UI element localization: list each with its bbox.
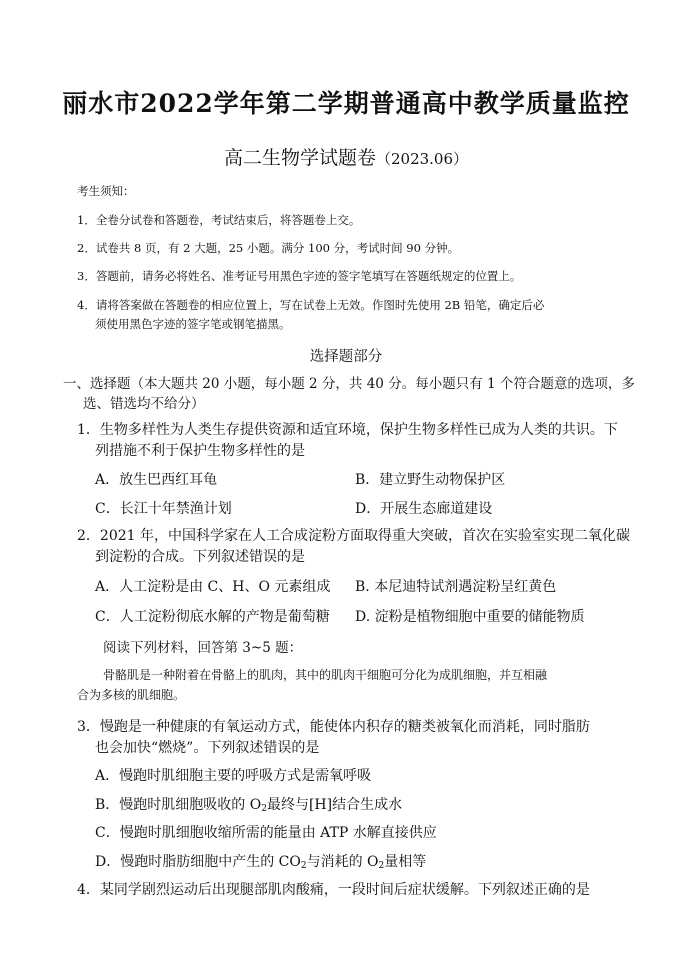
question-2-option-d: D. 淀粉是植物细胞中重要的储能物质 bbox=[355, 609, 585, 625]
notice-item-3: 3．答题前，请务必将姓名、准考证号用黑色字迹的签字笔填写在答题纸规定的位置上。 bbox=[77, 269, 522, 283]
subject-title: 高二生物学试题卷 bbox=[223, 147, 376, 169]
question-1-option-d: D．开展生态廊道建设 bbox=[355, 501, 493, 517]
question-3-stem-cont: 也会加快“燃烧”。下列叙述错误的是 bbox=[95, 740, 320, 756]
subscript: 2 bbox=[378, 861, 385, 871]
question-3-stem: 3．慢跑是一种健康的有氧运动方式，能使体内积存的糖类被氧化而消耗，同时脂肪 bbox=[77, 719, 590, 735]
section-intro-cont: 选、错选均不给分） bbox=[83, 396, 205, 412]
question-1-option-b: B．建立野生动物保护区 bbox=[355, 472, 506, 488]
exam-date: （2023.06） bbox=[375, 150, 469, 168]
reading-material: 骨骼肌是一种附着在骨骼上的肌肉，其中的肌肉干细胞可分化为成肌细胞，并互相融 bbox=[103, 668, 548, 682]
notice-item-2: 2．试卷共 8 页，有 2 大题，25 小题。满分 100 分，考试时间 90 分钟。 bbox=[77, 241, 460, 255]
option-b-text: B．慢跑时肌细胞吸收的 O bbox=[95, 797, 262, 813]
question-1-option-c: C．长江十年禁渔计划 bbox=[95, 501, 232, 517]
question-3-option-a: A．慢跑时肌细胞主要的呼吸方式是需氧呼吸 bbox=[95, 768, 372, 784]
question-2-stem-cont: 到淀粉的合成。下列叙述错误的是 bbox=[95, 549, 305, 565]
question-2-option-b: B. 本尼迪特试剂遇淀粉呈红黄色 bbox=[355, 579, 557, 595]
exam-title: 丽水市2022学年第二学期普通高中教学质量监控 bbox=[62, 89, 630, 118]
question-3-option-c: C．慢跑时肌细胞收缩所需的能量由 ATP 水解直接供应 bbox=[95, 825, 437, 841]
question-1-stem: 1．生物多样性为人类生存提供资源和适宜环境，保护生物多样性已成为人类的共识。下 bbox=[77, 422, 618, 438]
notice-heading: 考生须知： bbox=[77, 184, 135, 198]
question-2-option-c: C．人工淀粉彻底水解的产物是葡萄糖 bbox=[95, 609, 330, 625]
exam-subtitle bbox=[0, 143, 692, 170]
question-1-stem-cont: 列措施不利于保护生物多样性的是 bbox=[95, 443, 305, 459]
option-d-text-mid: 与消耗的 O bbox=[306, 854, 379, 870]
reading-material-cont: 合为多核的肌细胞。 bbox=[77, 688, 186, 702]
question-1-option-a: A．放生巴西红耳龟 bbox=[95, 472, 218, 488]
notice-item-4-cont: 须使用黑色字迹的签字笔或钢笔描黑。 bbox=[95, 317, 291, 331]
subscript: 2 bbox=[300, 861, 307, 871]
question-2-stem: 2．2021 年，中国科学家在人工合成淀粉方面取得重大突破，首次在实验室实现二氧化碳 bbox=[77, 528, 630, 544]
option-d-text: D．慢跑时脂肪细胞中产生的 CO bbox=[95, 854, 301, 870]
question-4-stem: 4．某同学剧烈运动后出现腿部肌肉酸痛，一段时间后症状缓解。下列叙述正确的是 bbox=[77, 882, 590, 898]
notice-item-4: 4．请将答案做在答题卷的相应位置上，写在试卷上无效。作图时先使用 2B 铅笔，确定后必 bbox=[77, 298, 545, 312]
section-intro: 一、选择题（本大题共 20 小题，每小题 2 分，共 40 分。每小题只有 1 个符合题意的选项，多 bbox=[63, 376, 635, 392]
question-3-option-d bbox=[95, 851, 426, 871]
question-2-option-a: A．人工淀粉是由 C、H、O 元素组成 bbox=[95, 579, 331, 595]
section-title: 选择题部分 bbox=[309, 349, 383, 365]
notice-item-1: 1．全卷分试卷和答题卷，考试结束后，将答题卷上交。 bbox=[77, 213, 361, 227]
option-b-text-end: 最终与[H]结合生成水 bbox=[266, 797, 403, 813]
option-d-text-end: 量相等 bbox=[384, 854, 427, 870]
reading-prompt: 阅读下列材料，回答第 3~5 题： bbox=[103, 640, 303, 656]
question-3-option-b bbox=[95, 794, 402, 814]
subscript: 2 bbox=[261, 804, 267, 814]
